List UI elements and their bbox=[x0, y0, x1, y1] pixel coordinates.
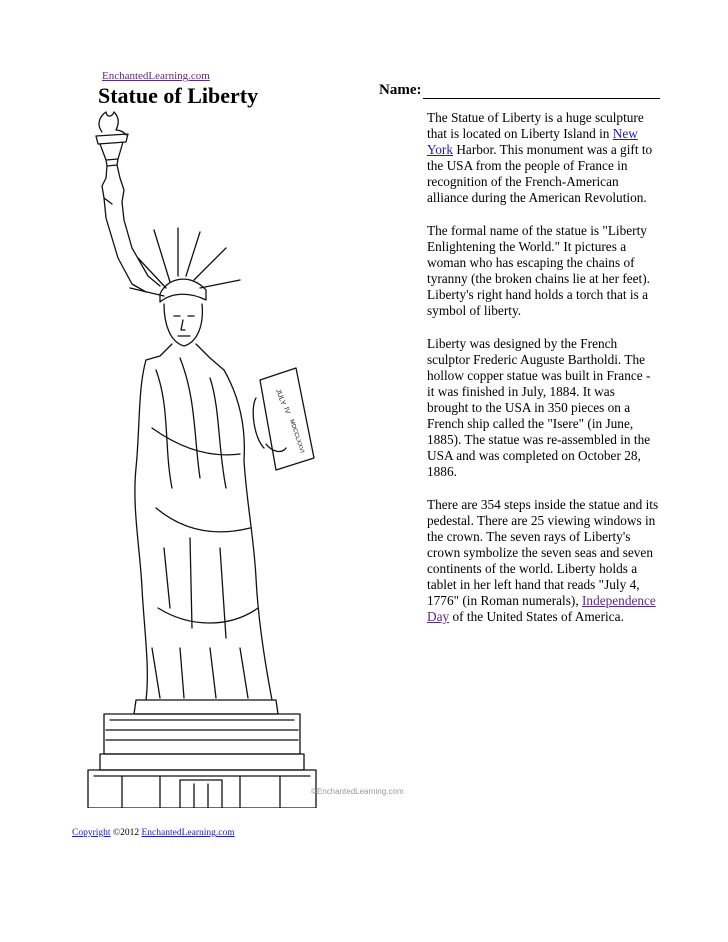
new-york-link[interactable]: New York bbox=[427, 126, 638, 157]
name-label: Name: bbox=[379, 82, 422, 98]
crown-band bbox=[160, 279, 206, 302]
page-title: Statue of Liberty bbox=[98, 83, 259, 108]
independence-day-link[interactable]: Independence Day bbox=[427, 593, 656, 624]
robe-folds bbox=[152, 358, 258, 698]
tablet-text-1: JULY bbox=[274, 388, 287, 407]
crown-rays bbox=[130, 228, 240, 296]
torch-flame-icon bbox=[99, 112, 126, 135]
footer-site-link[interactable]: EnchantedLearning.com bbox=[141, 828, 235, 838]
torch-cup-icon bbox=[96, 134, 128, 166]
statue-illustration bbox=[60, 108, 360, 808]
statue-face bbox=[164, 304, 202, 346]
name-blank-line bbox=[423, 84, 660, 99]
statue-base bbox=[134, 700, 278, 714]
name-field bbox=[379, 82, 660, 99]
site-link-top[interactable]: EnchantedLearning.com bbox=[102, 70, 210, 82]
tablet-icon bbox=[253, 368, 314, 470]
statue-shoulders bbox=[146, 344, 224, 370]
tablet-text-2: IV bbox=[282, 406, 291, 415]
pedestal-icon bbox=[88, 714, 316, 808]
copyright-link[interactable]: Copyright bbox=[72, 828, 111, 838]
paragraph-name: The formal name of the statue is "Liberty Enlightening the World." It pictures a woman who has escaping the chains of tyranny (the broken chains lie at her feet). Liberty's right hand holds a torch that is a symbol of liberty. bbox=[427, 223, 650, 318]
statue-drawing bbox=[60, 108, 360, 808]
copyright-line bbox=[72, 828, 235, 838]
watermark: ©EnchantedLearning.com bbox=[311, 787, 404, 796]
article-body bbox=[427, 110, 659, 642]
paragraph-design: Liberty was designed by the French sculptor Frederic Auguste Bartholdi. The hollow copper statue was built in France - it was finished in July, 1884. It was brought to the USA in 350 pieces on a French ship called the "Isere" (in June, 1885). The statue was re-assembled in the USA and was completed on October 28, 1886. bbox=[427, 336, 651, 479]
tablet-text-3: MDCCLXXVI bbox=[288, 418, 305, 454]
paragraph-location: The Statue of Liberty is a huge sculpture that is located on Liberty Island in New York Harbor. This monument was a gift to the USA from the people of France in recognition of the French-American alliance during the American Revolution. bbox=[427, 110, 653, 205]
paragraph-facts: There are 354 steps inside the statue and its pedestal. There are 25 viewing windows in the crown. The seven rays of Liberty's crown symbolize the seven seas and seven continents of the world. Liberty holds a tablet in her left hand that reads "July 4, 1776" (in Roman numerals), Independence Day of the United States of America. bbox=[427, 497, 659, 624]
copyright-year: ©2012 bbox=[110, 828, 142, 838]
